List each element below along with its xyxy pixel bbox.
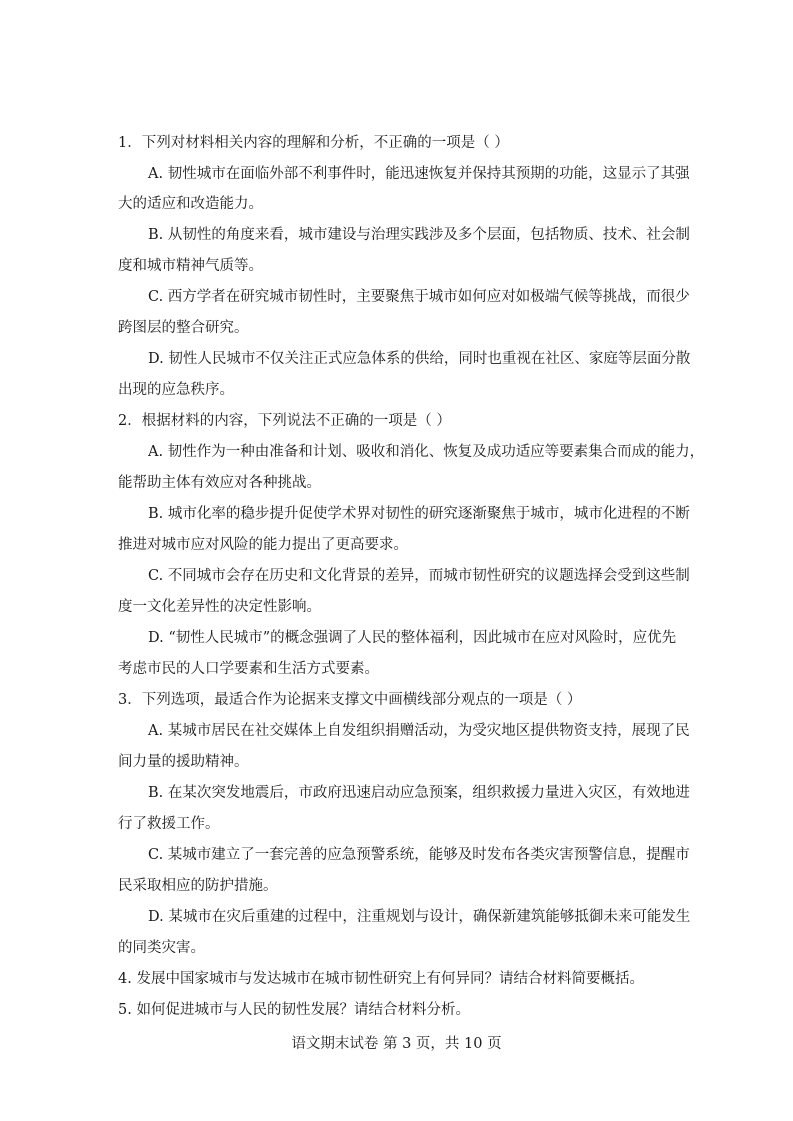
question-2-option-b-line-2: 推进对城市应对风险的能力提出了更高要求。 (118, 537, 408, 553)
question-2-option-c-line-2: 度一文化差异性的决定性影响。 (118, 599, 321, 615)
question-3-option-c-line-2: 民采取相应的防护措施。 (118, 878, 278, 894)
question-3-option-a-line-2: 间力量的援助精神。 (118, 754, 249, 770)
question-2-option-d-line-2: 考虑市民的人口学要素和生活方式要素。 (118, 661, 379, 677)
question-2-stem: 2．根据材料的内容，下列说法不正确的一项是（ ） (118, 413, 451, 429)
question-1-option-c-line-2: 跨图层的整合研究。 (118, 320, 249, 336)
question-3-option-d-line-2: 的同类灾害。 (118, 940, 205, 956)
question-4: 4. 发展中国家城市与发达城市在城市韧性研究上有何异同？请结合材料简要概括。 (118, 971, 644, 987)
question-1-option-b-line-1: B. 从韧性的角度来看，城市建设与治理实践涉及多个层面，包括物质、技术、社会制 (148, 227, 690, 243)
question-2-option-b-line-1: B. 城市化率的稳步提升促使学术界对韧性的研究逐渐聚焦于城市，城市化进程的不断 (148, 506, 690, 522)
question-1-option-a-line-1: A. 韧性城市在面临外部不利事件时，能迅速恢复并保持其预期的功能，这显示了其强 (148, 166, 690, 182)
question-3-stem: 3．下列选项，最适合作为论据来支撑文中画横线部分观点的一项是（ ） (118, 692, 582, 708)
question-3-option-b-line-2: 行了救援工作。 (118, 816, 220, 832)
question-2-option-a-line-1: A. 韧性作为一种由准备和计划、吸收和消化、恢复及成功适应等要素集合而成的能力， (148, 444, 705, 460)
question-1-option-d-line-2: 出现的应急秩序。 (118, 382, 234, 398)
question-2-option-a-line-2: 能帮助主体有效应对各种挑战。 (118, 475, 321, 491)
question-1-option-a-line-2: 大的适应和改造能力。 (118, 196, 263, 212)
question-3-option-a-line-1: A. 某城市居民在社交媒体上自发组织捐赠活动，为受灾地区提供物资支持，展现了民 (148, 723, 690, 739)
question-1-option-d-line-1: D. 韧性人民城市不仅关注正式应急体系的供给，同时也重视在社区、家庭等层面分散 (148, 351, 691, 367)
question-1-stem: 1．下列对材料相关内容的理解和分析，不正确的一项是（ ） (118, 135, 509, 151)
question-5: 5. 如何促进城市与人民的韧性发展？请结合材料分析。 (118, 1002, 470, 1018)
question-3-option-b-line-1: B. 在某次突发地震后，市政府迅速启动应急预案，组织救援力量进入灾区，有效地进 (148, 785, 690, 801)
page-footer: 语文期末试卷 第 3 页，共 10 页 (291, 1036, 502, 1052)
question-1-option-b-line-2: 度和城市精神气质等。 (118, 258, 263, 274)
question-1-option-c-line-1: C. 西方学者在研究城市韧性时，主要聚焦于城市如何应对如极端气候等挑战，而很少 (148, 289, 690, 305)
question-3-option-d-line-1: D. 某城市在灾后重建的过程中，注重规划与设计，确保新建筑能够抵御未来可能发生 (148, 909, 691, 925)
question-2-option-c-line-1: C. 不同城市会存在历史和文化背景的差异，而城市韧性研究的议题选择会受到这些制 (148, 568, 690, 584)
question-2-option-d-line-1: D. “韧性人民城市”的概念强调了人民的整体福利，因此城市在应对风险时，应优先 (148, 630, 677, 646)
question-3-option-c-line-1: C. 某城市建立了一套完善的应急预警系统，能够及时发布各类灾害预警信息，提醒市 (148, 847, 690, 863)
